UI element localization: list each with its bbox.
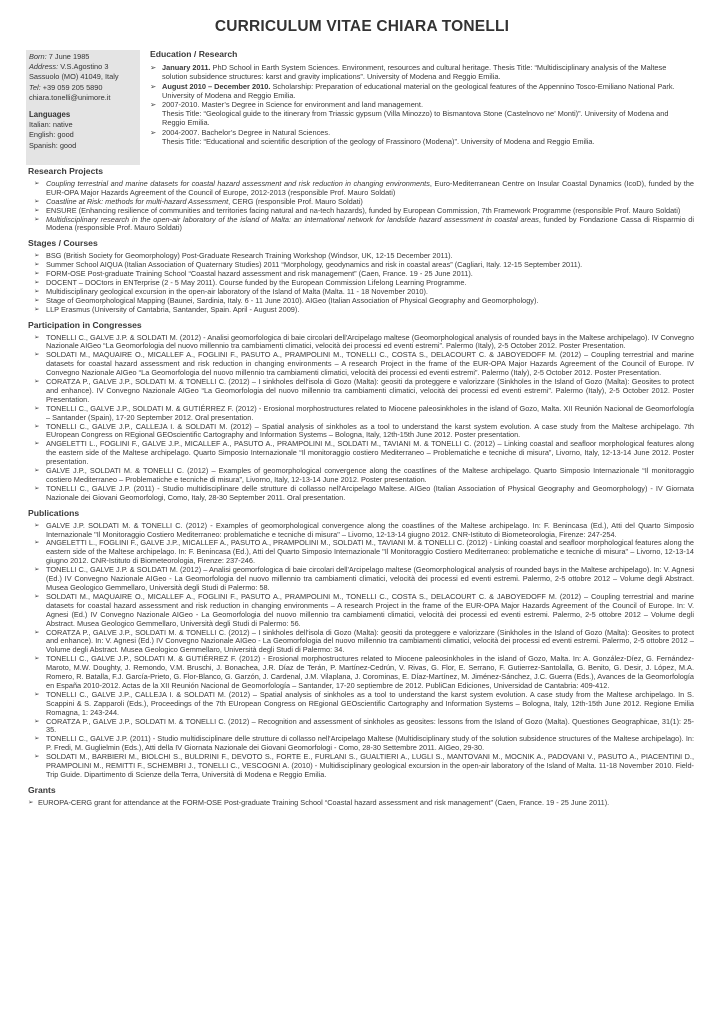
bullet-icon: ➢ <box>150 63 157 73</box>
congress-item-text: TONELLI C., GALVE J.P. & SOLDATI M. (2012) - Analisi geomorfologica di baie circolari dell'Arcipelago maltese (Geomorphological analysis of rounded bays in the Maltese archipelago). IV Convegno Nazionale AIGeo “La Geomorfologia del nuovo millennio tra cambiamenti climatici, velocità dei processi ed eventi estremi”. Palermo (Italy), 2-5 October 2012. Poster Presentation. <box>46 332 694 351</box>
publications-list <box>28 522 694 780</box>
publication-item-text: TONELLI C., GALVE J.P., CALLEJA I. & SOLDATI M. (2012) – Spatial analysis of sinkholes as a tool to understand the karst system evolution. A case study from the Maltese archipelago. In S. Scappini & S. Zapparoli (Eds.), Proceedings of the 7th EUropean Congress on REgional GEOscientific Cartography and Information Systems – Bologna, Italy, 12th-15th June 2012. Regione Emilia Romagna, 1: 243-244. <box>46 689 694 717</box>
congress-item <box>28 334 694 352</box>
stages-heading: Stages / Courses <box>28 238 98 249</box>
stage-item-text: LLP Erasmus (University of Cantabria, Santander, Spain. April - August 2009). <box>46 304 300 314</box>
bullet-icon: ➢ <box>150 127 157 137</box>
language-item: Spanish: good <box>29 140 77 150</box>
publication-item <box>28 753 694 780</box>
bullet-icon: ➢ <box>34 252 40 260</box>
bullet-icon: ➢ <box>28 798 34 806</box>
publication-item-text: SOLDATI M., BARBIERI M., BIOLCHI S., BULDRINI F., DEVOTO S., FORTE E., FURLANI S., GUALTIERI A., LUGLI S., MANTOVANI M., MOCNIK A., PADOVANI V., PASUTO A., PIACENTINI D., PRAMPOLINI M., REMITTI F., SCHEMBRI J., TONELLI C., VESCOGNI A. (2010) - Multidisciplinary geological excursion in the open-air laboratory of the Island of Malta. 11-18 November 2010. Field-Trip Guide. Dipartimento di Scienze della Terra, Università di Modena e Reggio Emilia. <box>46 752 694 779</box>
publication-item <box>28 566 694 593</box>
stage-item-text: Multidisciplinary geological excursion in the open-air laboratory of the Island of Malta (Malta. 11 - 18 November 2010). <box>46 286 428 296</box>
publication-item <box>28 593 694 629</box>
grants-list <box>28 799 694 808</box>
bullet-icon: ➢ <box>34 521 40 529</box>
bullet-icon: ➢ <box>34 628 40 636</box>
publication-item <box>28 691 694 718</box>
education-text: 2004-2007. Bachelor’s Degree in Natural Sciences. <box>162 127 331 137</box>
stage-item-text: BSG (British Society for Geomorphology) Post-Graduate Research Training Workshop (Windsor, UK, 12-15 December 2011). <box>46 251 453 261</box>
bullet-icon: ➢ <box>34 539 40 547</box>
congress-item-text: GALVE J.P., SOLDATI M. & TONELLI C. (2012) – Examples of geomorphological convergence along the coastlines of the Maltese archipelago. Quarto Simposio Internazionale “Il monitoraggio costiero Mediterraneo – Problematiche e tecniche di misura”, Livorno, Italy, 12-13-14 June 2012. Poster presentation. <box>46 466 694 484</box>
bullet-icon: ➢ <box>34 287 40 295</box>
research-detail: , funded by Fondazione Cassa di Risparmio di Modena (responsible Prof. Mauro Soldati) <box>46 214 694 233</box>
research-detail: , Euro-Mediterranean Centre on Insular Coastal Dynamics (IcoD), funded by the EUR-OPA Major Hazards Agreement of the Council of Europe, 2012-2013 (responsible Prof. Mauro Soldati) <box>46 178 694 197</box>
address-line: Address: V.S.Agostino 3 <box>29 62 109 72</box>
research-list <box>28 180 694 233</box>
tel-line: Tel: +39 059 205 5890 <box>29 82 103 92</box>
education-heading: Education / Research <box>150 49 238 59</box>
publication-item <box>28 539 694 566</box>
education-item <box>150 82 690 100</box>
publication-item-text: GALVE J.P. SOLDATI M. & TONELLI C. (2012) - Examples of geomorphological convergence along the coastlines of the Maltese archipelago. In: F. Benincasa (Ed.), Atti del Quarto Simposio Internazionale "Il Monitoraggio Costiero Mediterraneo: problematiche e tecniche di misura" – Livorno, 12-13-14 giugno 2012. CNR-Istituto di Biometeorologia, Firenze: 247-254. <box>46 520 694 539</box>
grant-item <box>28 799 694 808</box>
research-title: Multidisciplinary research in the open-air laboratory of the island of Malta: an international network for landslide hazard assessment in coastal areas <box>46 214 539 224</box>
bullet-icon: ➢ <box>34 270 40 278</box>
congress-item <box>28 485 694 503</box>
congress-item-text: SOLDATI M., MAQUAIRE O., MICALLEF A., FOGLINI F., PASUTO A., PRAMPOLINI M., TONELLI C., COSTA S., DELACOURT C. & JABOYEDOFF M. (2012) – Coupling terrestrial and marine datasets for coastal hazard assessment and risk reduction in changing environments – A research Project in the frame of the EUR-OPA Major Hazards Agreement of the Council of Europe. IV Convegno Nazionale AIGeo “La Geomorfologia del nuovo millennio tra cambiamenti climatici, velocità dei processi ed eventi estremi”. Palermo (Italy), 2-5 October 2012. Poster Presentation. <box>46 350 694 378</box>
research-item <box>28 180 694 198</box>
congress-item-text: ANGELETTI L., FOGLINI F., GALVE J.P., MICALLEF A., PASUTO A., PRAMPOLINI M., SOLDATI M., TAVIANI M. & TONELLI C. (2012) – Linking coastal and seafloor morphological features along the eastern side of the Maltese archipelago. Quarto Simposio Internazionale “Il monitoraggio costiero Mediterraneo – Problematiche e tecniche di misura”, Livorno, Italy, 12-13-14 June 2012. Poster presentation. <box>46 439 694 467</box>
stage-item-text: Summer School AIQUA (Italian Association of Quaternary Studies) 2011 “Morphology, geodynamics and risk in coastal areas” (Cagliari, Italy. 12-15 September 2011). <box>46 260 583 270</box>
bullet-icon: ➢ <box>34 404 40 412</box>
bullet-icon: ➢ <box>34 484 40 492</box>
grant-item-text: EUROPA-CERG grant for attendance at the FORM-OSE Post-graduate Training School “Coastal hazard assessment and risk management” (Caen, France. 19 - 25 June 2011). <box>38 797 610 807</box>
bullet-icon: ➢ <box>34 422 40 430</box>
congress-item <box>28 378 694 405</box>
bullet-icon: ➢ <box>34 278 40 286</box>
publication-item-text: TONELLI C., GALVE J.P. & SOLDATI M. (2012) – Analisi geomorfologica di baie circolari dell'Arcipelago maltese (Geomorphological analysis of rounded bays in the Maltese archipelago). In: V. Agnesi (Ed.) IV Convegno Nazionale AIGeo - La Geomorfologia del nuovo millennio tra cambiamenti climatici, velocità dei processi ed eventi estremi. Palermo, 2-5 ottobre 2012 – Volume degli Abstract. Musea Geologico Gemmellaro, Università degli Studi di Palermo: 58. <box>46 565 694 592</box>
language-item: English: good <box>29 130 74 140</box>
research-detail: , CERG (responsible Prof. Mauro Soldati) <box>228 196 363 206</box>
document-title: CURRICULUM VITAE CHIARA TONELLI <box>214 18 510 35</box>
bullet-icon: ➢ <box>34 592 40 600</box>
education-item <box>150 100 690 109</box>
bullet-icon: ➢ <box>34 735 40 743</box>
stage-item <box>28 306 694 315</box>
education-text: Scholarship: Preparation of educational material on the geological features of the Appennino Tosco-Emiliano National Park. University of Modena and Reggio Emilia. <box>162 81 675 100</box>
publication-item-text: ANGELETTI L., FOGLINI F., GALVE J.P., MICALLEF A., PASUTO A., PRAMPOLINI M., SOLDATI M., TAVIANI M. & TONELLI C. (2012) - Linking coastal and seafloor morphological features along the eastern side of the Maltese archipelago. In: F. Benincasa (Ed.), Atti del Quarto Simposio Internazionale "Il Monitoraggio Costiero Mediterraneo: problematiche e tecniche di misura" – Livorno, 12-13-14 giugno 2012. CNR-Istituto di Biometeorologia, Firenze: 237-246. <box>46 538 694 566</box>
education-date: January 2011. <box>162 63 211 73</box>
research-title: Coupling terrestrial and marine datasets for coastal hazard assessment and risk reduction in changing environments <box>46 178 430 188</box>
publication-item <box>28 735 694 753</box>
bullet-icon: ➢ <box>34 261 40 269</box>
publication-item <box>28 718 694 736</box>
bullet-icon: ➢ <box>150 100 157 110</box>
congress-item-text: TONELLI C., GALVE J.P. (2011) - Studio multidisciplinare delle strutture di collasso nell'Arcipelago Maltese. AIGeo (Italian Association of Physical Geography and Geomorphology) - IV Giornata Nazionale dei Giovani Geomorfologi, Como, Italy, 28-30 September 2011. Oral presentation. <box>46 483 694 502</box>
bullet-icon: ➢ <box>34 296 40 304</box>
bullet-icon: ➢ <box>34 440 40 448</box>
publication-item <box>28 629 694 656</box>
research-detail: ENSURE (Enhancing resilience of communities and territories facing natural and na-tech hazards), funded by European Commission, 7th Framework Programme (responsible Prof. Mauro Soldati) <box>46 205 681 215</box>
publication-item-text: CORATZA P., GALVE J.P., SOLDATI M. & TONELLI C. (2012) – Recognition and assessment of sinkholes as geosites: lessons from the Island of Gozo (Malta). Questiones Geographicae, 31(1): 25-35. <box>46 716 694 735</box>
education-text: PhD School in Earth System Sciences. Environment, resources and cultural heritage. Thesis Title: “Multidisciplinary analysis of the Maltese solution subsidence structures: karst and gravity implications”. University of Modena and Reggio Emilia. <box>162 63 667 82</box>
publication-item-text: TONELLI C., GALVE J.P. (2011) - Studio multidisciplinare delle strutture di collasso nell'Arcipelago Maltese (Multidisciplinary study of the solution subsidence structures of the Maltese archipelago). In: P. Fredi, M. Guglielmin (Eds.), Atti della IV Giornata Nazionale dei Giovani Geomorfologi - Como, 28-30 Settembre 2011. AIGeo, 29-30. <box>46 734 694 753</box>
bullet-icon: ➢ <box>34 351 40 359</box>
publications-heading: Publications <box>28 507 80 518</box>
education-section <box>150 50 690 146</box>
research-title: Coastline at Risk: methods for multi-hazard Assessment <box>46 196 229 206</box>
stage-item-text: Stage of Geomorphological Mapping (Baunei, Sardinia, Italy. 6 - 11 June 2010). AIGeo (Italian Association of Physical Geography and Geomorphology). <box>46 295 539 305</box>
publication-item-text: CORATZA P., GALVE J.P., SOLDATI M. & TONELLI C. (2012) – I sinkholes dell'isola di Gozo (Malta): geositi da proteggere e valorizzare (Sinkholes in the Island of Gozo (Malta): Geosites to protect and enhance). In: V. Agnesi (Ed.) IV Convegno Nazionale AIGeo - La Geomorfologia del nuovo millennio tra cambiamenti climatici, velocità dei processi ed eventi estremi. Palermo, 2-5 ottobre 2012 – Volume degli Abstract. Musea Geologico Gemmellaro, Università degli Studi di Palermo: 34. <box>46 627 694 655</box>
education-detail: Thesis Title: “Educational and scientific description of the geology of Frassinoro (Modena)”. University of Modena and Reggio Emilia. <box>162 136 595 146</box>
languages-heading: Languages <box>29 110 71 120</box>
publication-item <box>28 522 694 540</box>
stage-item-text: DOCENT – DOCtors in ENTerprise (2 - 5 May 2011). Course funded by the European Commission Lifelong Learning Programme. <box>46 277 467 287</box>
publication-item-text: TONELLI C., GALVE J.P., SOLDATI M. & GUTIÉRREZ F. (2012) - Erosional morphostructures related to Miocene paleosinkholes in the island of Gozo, Malta. In: A. González-Díez, G. Fernández-Maroto, M.W. Doughty, J. Remondo, V.M. Bruschi, J. Bonachea, J.R. Díaz de Terán, P. Martínez-Cedrún, V. Rivas, G. Flor, E. Serrano, F. Gutierrez-Santolalla, G. Benito, G. Desir, J. López, M.A. Romero, R. Batalla, F.J. García-Prieto, G. Flor-Blanco, G. Garzón, J. Cardenal, J.M. Vilaplana, J. Corominas, E. Díaz-Martínez, M. Jiménez-Sánchez, J.C. Guerra (Eds.), Avances de la Geomorfología en España 2010-2012. Actas de la XII Reunión Nacional de Geomorfología – Santander, 17-20 septiembre de 2012. PubliCan Ediciones, Universidad de Cantabria: 409-412. <box>46 654 694 690</box>
congresses-list <box>28 334 694 503</box>
stage-item-text: FORM-OSE Post-graduate Training School “Coastal hazard assessment and risk management” (Caen, France. 19 - 25 June 2011). <box>46 269 473 279</box>
email-line[interactable]: chiara.tonelli@unimore.it <box>29 92 111 102</box>
bullet-icon: ➢ <box>34 690 40 698</box>
city-line: Sassuolo (MO) 41049, Italy <box>29 72 119 82</box>
language-item: Italian: native <box>29 120 73 130</box>
congress-item-text: CORATZA P., GALVE J.P., SOLDATI M. & TONELLI C. (2012) – I sinkholes dell'isola di Gozo (Malta): geositi da proteggere e valorizzare (Sinkholes in the Island of Gozo (Malta): Geosites to protect and enhance). IV Convegno Nazionale AIGeo “La Geomorfologia del nuovo millennio tra cambiamenti climatici, velocità dei processi ed eventi estremi”. Palermo (Italy), 2-5 October 2012. Poster Presentation. <box>46 377 694 404</box>
congress-item <box>28 440 694 467</box>
bullet-icon: ➢ <box>34 179 40 187</box>
congress-item <box>28 351 694 378</box>
education-text: 2007-2010. Master’s Degree in Science for environment and land management. <box>162 100 424 110</box>
research-item <box>28 216 694 234</box>
bullet-icon: ➢ <box>34 753 40 761</box>
congress-item <box>28 467 694 485</box>
bullet-icon: ➢ <box>34 197 40 205</box>
bullet-icon: ➢ <box>34 378 40 386</box>
cv-body <box>28 167 694 808</box>
congress-item <box>28 423 694 441</box>
bullet-icon: ➢ <box>34 305 40 313</box>
education-list <box>150 63 690 146</box>
bullet-icon: ➢ <box>34 467 40 475</box>
congress-item-text: TONELLI C., GALVE J.P., SOLDATI M. & GUTIÉRREZ F. (2012) - Erosional morphostructures related to Miocene paleosinkholes in the island of Gozo, Malta. XII Reunión Nacional de Geomorfología – Santander (Spain), 17-20 September 2012. Oral presentation. <box>46 403 694 422</box>
bullet-icon: ➢ <box>34 566 40 574</box>
publication-item <box>28 655 694 691</box>
congress-item <box>28 405 694 423</box>
born-line: Born: 7 June 1985 <box>29 52 90 61</box>
bullet-icon: ➢ <box>34 206 40 214</box>
education-item <box>150 128 690 137</box>
research-heading: Research Projects <box>28 166 103 176</box>
education-detail: Thesis Title: “Geological guide to the itinerary from Triassic gypsum (Villa Minozzo) to Bismantova Stone (Castelnovo ne’ Monti)”. University of Modena and Reggio Emilia. <box>162 109 669 128</box>
personal-info-box <box>26 50 140 165</box>
education-item <box>150 63 690 81</box>
education-date: August 2010 – December 2010. <box>162 81 271 91</box>
bullet-icon: ➢ <box>34 717 40 725</box>
bullet-icon: ➢ <box>34 333 40 341</box>
grants-heading: Grants <box>28 784 56 795</box>
congresses-heading: Participation in Congresses <box>28 319 142 330</box>
congress-item-text: TONELLI C., GALVE J.P., CALLEJA I. & SOLDATI M. (2012) – Spatial analysis of sinkholes as a tool to understand the karst system evolution. A case study from the Maltese archipelago. 7th EUropean Congress on REgional GEOscientific Cartography and Information Systems – Bologna, Italy, 12th-15th June 2012. Poster presentation. <box>46 421 694 440</box>
bullet-icon: ➢ <box>34 215 40 223</box>
bullet-icon: ➢ <box>150 81 157 91</box>
publication-item-text: SOLDATI M., MAQUAIRE O., MICALLEF A., FOGLINI F., PASUTO A., PRAMPOLINI M., TONELLI C., COSTA S., DELACOURT C. & JABOYEDOFF M. (2012) – Coupling terrestrial and marine datasets for coastal hazard assessment and risk reduction in changing environments – A research Project in the frame of the EUR-OPA Major Hazards Agreement of the Council of Europe. In: V. Agnesi (Ed.) IV Convegno Nazionale AIGeo - La Geomorfologia del nuovo millennio tra cambiamenti climatici, velocità dei processi ed eventi estremi. Palermo, 2-5 ottobre 2012 – Volume degli Abstract. Musea Geologico Gemmellaro, Università degli Studi di Palermo: 56. <box>46 591 694 628</box>
stages-list <box>28 252 694 314</box>
bullet-icon: ➢ <box>34 655 40 663</box>
